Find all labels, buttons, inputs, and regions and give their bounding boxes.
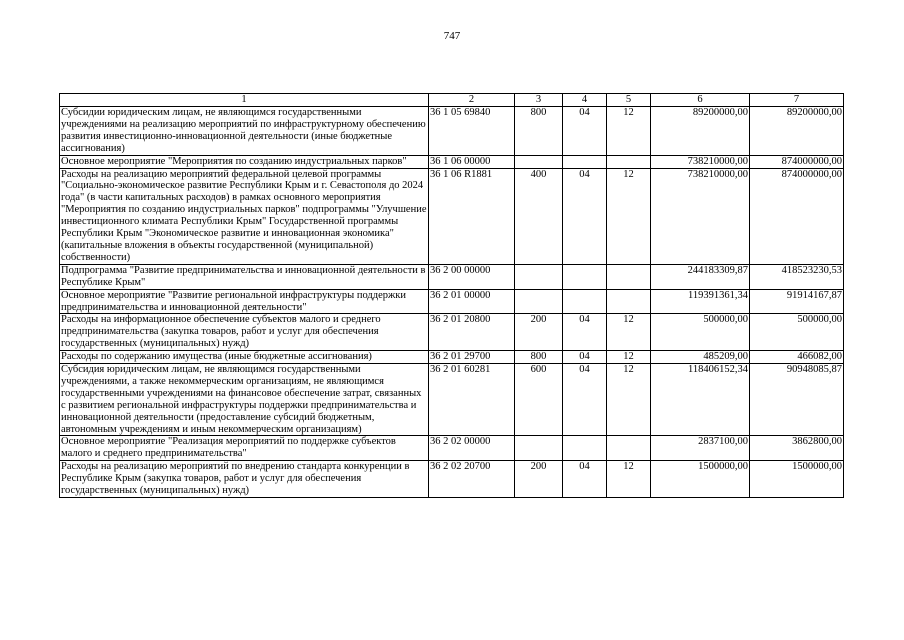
table-row — [60, 107, 844, 156]
amount-col7: 874000000,00 — [750, 155, 844, 168]
amount-col7: 1500000,00 — [750, 461, 844, 498]
table-row — [60, 364, 844, 436]
subsection — [607, 289, 651, 314]
header-cell: 1 — [60, 94, 429, 107]
item-name: Расходы на реализацию мероприятий по внедрению стандарта конкуренции в Республике Крым (закупка товаров, работ и услуг для обеспечения государственных (муниципальных) нужд) — [60, 461, 429, 498]
subsection — [607, 436, 651, 461]
amount-col6: 119391361,34 — [651, 289, 750, 314]
target-code: 36 2 00 00000 — [429, 264, 515, 289]
item-name: Основное мероприятие "Развитие региональной инфраструктуры поддержки предпринимательства и инновационной деятельности" — [60, 289, 429, 314]
subsection: 12 — [607, 314, 651, 351]
target-code: 36 1 06 R1881 — [429, 168, 515, 264]
subsection: 12 — [607, 461, 651, 498]
amount-col6: 244183309,87 — [651, 264, 750, 289]
amount-col7: 500000,00 — [750, 314, 844, 351]
table-row — [60, 461, 844, 498]
expense-type: 200 — [515, 461, 563, 498]
amount-col6: 738210000,00 — [651, 155, 750, 168]
amount-col6: 485209,00 — [651, 351, 750, 364]
subsection: 12 — [607, 351, 651, 364]
item-name: Расходы на информационное обеспечение субъектов малого и среднего предпринимательства (закупка товаров, работ и услуг для обеспечения государственных (муниципальных) нужд) — [60, 314, 429, 351]
header-cell: 4 — [563, 94, 607, 107]
subsection: 12 — [607, 364, 651, 436]
amount-col7: 418523230,53 — [750, 264, 844, 289]
expense-type — [515, 264, 563, 289]
amount-col7: 91914167,87 — [750, 289, 844, 314]
subsection: 12 — [607, 107, 651, 156]
target-code: 36 2 01 60281 — [429, 364, 515, 436]
section: 04 — [563, 314, 607, 351]
expense-type: 800 — [515, 107, 563, 156]
expense-type: 600 — [515, 364, 563, 436]
target-code: 36 1 06 00000 — [429, 155, 515, 168]
section — [563, 155, 607, 168]
amount-col6: 738210000,00 — [651, 168, 750, 264]
page-number: 747 — [443, 30, 461, 42]
item-name: Субсидия юридическим лицам, не являющимся государственными учреждениями, а также некоммерческим организациям, не являющимся государственными учреждениями на финансовое обеспечение затрат, связанных с развитием региональной инфраструктуры поддержки предпринимательства и инновационной деятельности (предоставление субсидий бюджетным, автономным учреждениям и иным некоммерческим организациям) — [60, 364, 429, 436]
amount-col7: 466082,00 — [750, 351, 844, 364]
amount-col6: 500000,00 — [651, 314, 750, 351]
target-code: 36 1 05 69840 — [429, 107, 515, 156]
target-code: 36 2 02 00000 — [429, 436, 515, 461]
expense-type: 200 — [515, 314, 563, 351]
item-name: Субсидии юридическим лицам, не являющимся государственными учреждениями на реализацию мероприятий по инфраструктурному обеспечению развития инвестиционно-инновационной деятельности (иные бюджетные ассигнования) — [60, 107, 429, 156]
expense-type: 400 — [515, 168, 563, 264]
amount-col7: 90948085,87 — [750, 364, 844, 436]
item-name: Подпрограмма "Развитие предпринимательства и инновационной деятельности в Республике Крым" — [60, 264, 429, 289]
expense-type — [515, 155, 563, 168]
amount-col6: 118406152,34 — [651, 364, 750, 436]
item-name: Основное мероприятие "Мероприятия по созданию индустриальных парков" — [60, 155, 429, 168]
budget-table — [59, 93, 844, 498]
amount-col7: 3862800,00 — [750, 436, 844, 461]
amount-col6: 2837100,00 — [651, 436, 750, 461]
section: 04 — [563, 364, 607, 436]
section: 04 — [563, 107, 607, 156]
target-code: 36 2 01 20800 — [429, 314, 515, 351]
section: 04 — [563, 461, 607, 498]
amount-col6: 89200000,00 — [651, 107, 750, 156]
section: 04 — [563, 168, 607, 264]
section — [563, 436, 607, 461]
table-row — [60, 155, 844, 168]
table-row — [60, 351, 844, 364]
header-cell: 6 — [651, 94, 750, 107]
expense-type — [515, 289, 563, 314]
item-name: Расходы на реализацию мероприятий федеральной целевой программы "Социально-экономическое развитие Республики Крым и г. Севастополя до 2024 года" (в части капитальных расходов) в рамках основного мероприятия "Мероприятия по созданию индустриальных парков" подпрограммы "Улучшение инвестиционного климата Республики Крым" Государственной программы Республики Крым "Экономическое развитие и инновационная экономика" (капитальные вложения в объекты государственной (муниципальной) собственности) — [61, 168, 427, 263]
target-code: 36 2 01 00000 — [429, 289, 515, 314]
table-row — [60, 264, 844, 289]
subsection: 12 — [607, 168, 651, 264]
expense-type — [515, 436, 563, 461]
section — [563, 289, 607, 314]
amount-col7: 874000000,00 — [750, 168, 844, 264]
subsection — [607, 264, 651, 289]
table-row — [60, 436, 844, 461]
header-row — [60, 94, 844, 107]
target-code: 36 2 01 29700 — [429, 351, 515, 364]
section: 04 — [563, 351, 607, 364]
table-row — [60, 168, 844, 264]
item-name: Расходы по содержанию имущества (иные бюджетные ассигнования) — [60, 351, 429, 364]
header-cell: 5 — [607, 94, 651, 107]
section — [563, 264, 607, 289]
table-row — [60, 314, 844, 351]
table-row — [60, 289, 844, 314]
expense-type: 800 — [515, 351, 563, 364]
amount-col6: 1500000,00 — [651, 461, 750, 498]
header-cell: 3 — [515, 94, 563, 107]
header-cell: 2 — [429, 94, 515, 107]
subsection — [607, 155, 651, 168]
amount-col7: 89200000,00 — [750, 107, 844, 156]
item-name: Основное мероприятие "Реализация мероприятий по поддержке субъектов малого и среднего предпринимательства" — [60, 436, 429, 461]
target-code: 36 2 02 20700 — [429, 461, 515, 498]
header-cell: 7 — [750, 94, 844, 107]
